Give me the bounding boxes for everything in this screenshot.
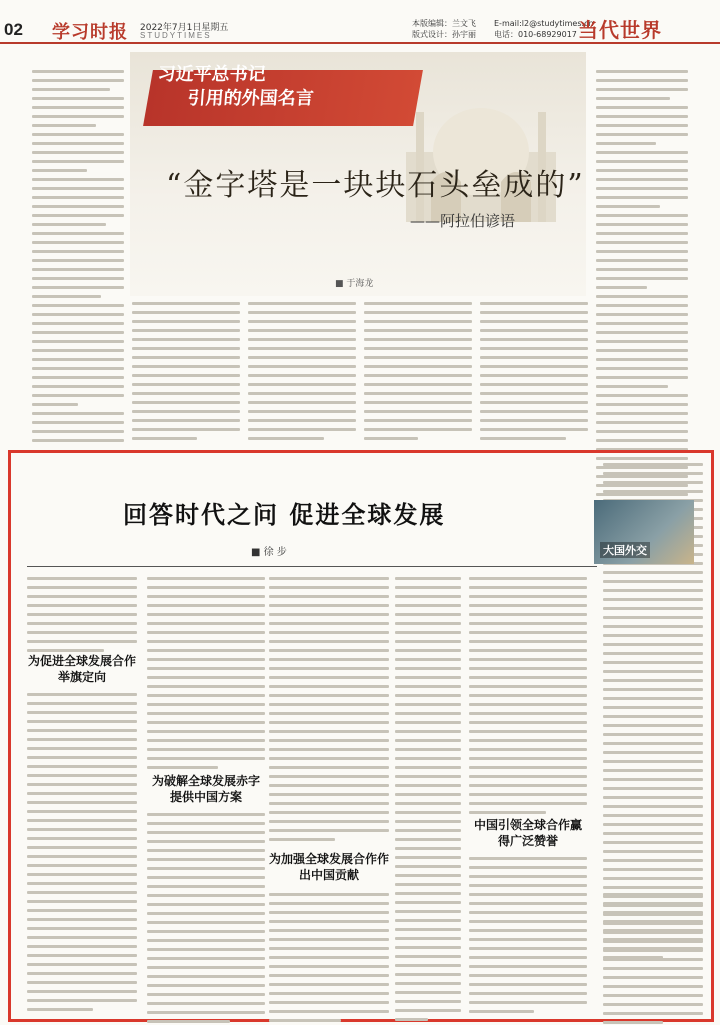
article-body-right-bottom [603,893,703,965]
article-subhead-2: 为破解全球发展赤字提供中国方案 [151,774,260,804]
article-subhead-1: 为促进全球发展合作举旗定向 [27,654,136,684]
editor-credits [412,18,476,40]
article-body-col3-top [269,577,389,847]
article-subhead-3: 为加强全球发展合作作出中国贡献 [269,852,390,882]
feature-body-col3 [364,302,472,446]
article-body-col2 [147,813,265,1025]
feature-author [335,276,373,289]
paper-english-name: STUDYTIMES [140,31,212,40]
banner-title-line1: 习近平总书记 [154,64,267,85]
article-body-col4 [395,577,461,1025]
article-author-name: 徐 步 [263,547,287,558]
article-body-col3 [269,893,389,1025]
contact-phone: 电话：010-68929017 [494,30,577,39]
photo-label: 大国外交 [600,542,650,558]
section-title: 当代世界 [578,18,662,42]
masthead [0,0,720,44]
article-body-col5-top [469,577,587,820]
feature-body-left [32,70,124,448]
article-body-col5 [469,857,587,1019]
contact-email: E-mail:l2@studytimes.cn [494,19,594,28]
article-body-col2-top [147,577,265,775]
feature-quote: “金字塔是一块块石头垒成的” [166,168,585,203]
editor-line: 本版编辑：兰文飞 [412,19,476,28]
issue-date: 2022年7月1日星期五 [140,23,229,33]
article-subhead-4: 中国引领全球合作赢得广泛赞誉 [473,818,582,848]
paper-name: 学习时报 [52,22,128,43]
article-title: 回答时代之问 促进全球发展 [123,500,446,529]
author-icon: ■ [251,547,264,558]
author-icon: ■ [335,279,347,289]
page-number: 02 [4,20,23,39]
feature-artwork [130,52,586,296]
feature-body-col1 [132,302,240,446]
diplomacy-photo [594,500,694,564]
article-body-col1-top [27,577,137,658]
feature-author-name: 于海龙 [346,279,374,289]
title-rule [27,566,597,567]
article-author [251,543,287,558]
article-body-col1 [27,693,137,1017]
designer-line: 版式设计：孙宇丽 [412,30,476,39]
feature-body-col4 [480,302,588,446]
quote-source: ——阿拉伯谚语 [410,212,516,230]
banner-title-line2: 引用的外国名言 [184,88,315,109]
feature-body-col2 [248,302,356,446]
